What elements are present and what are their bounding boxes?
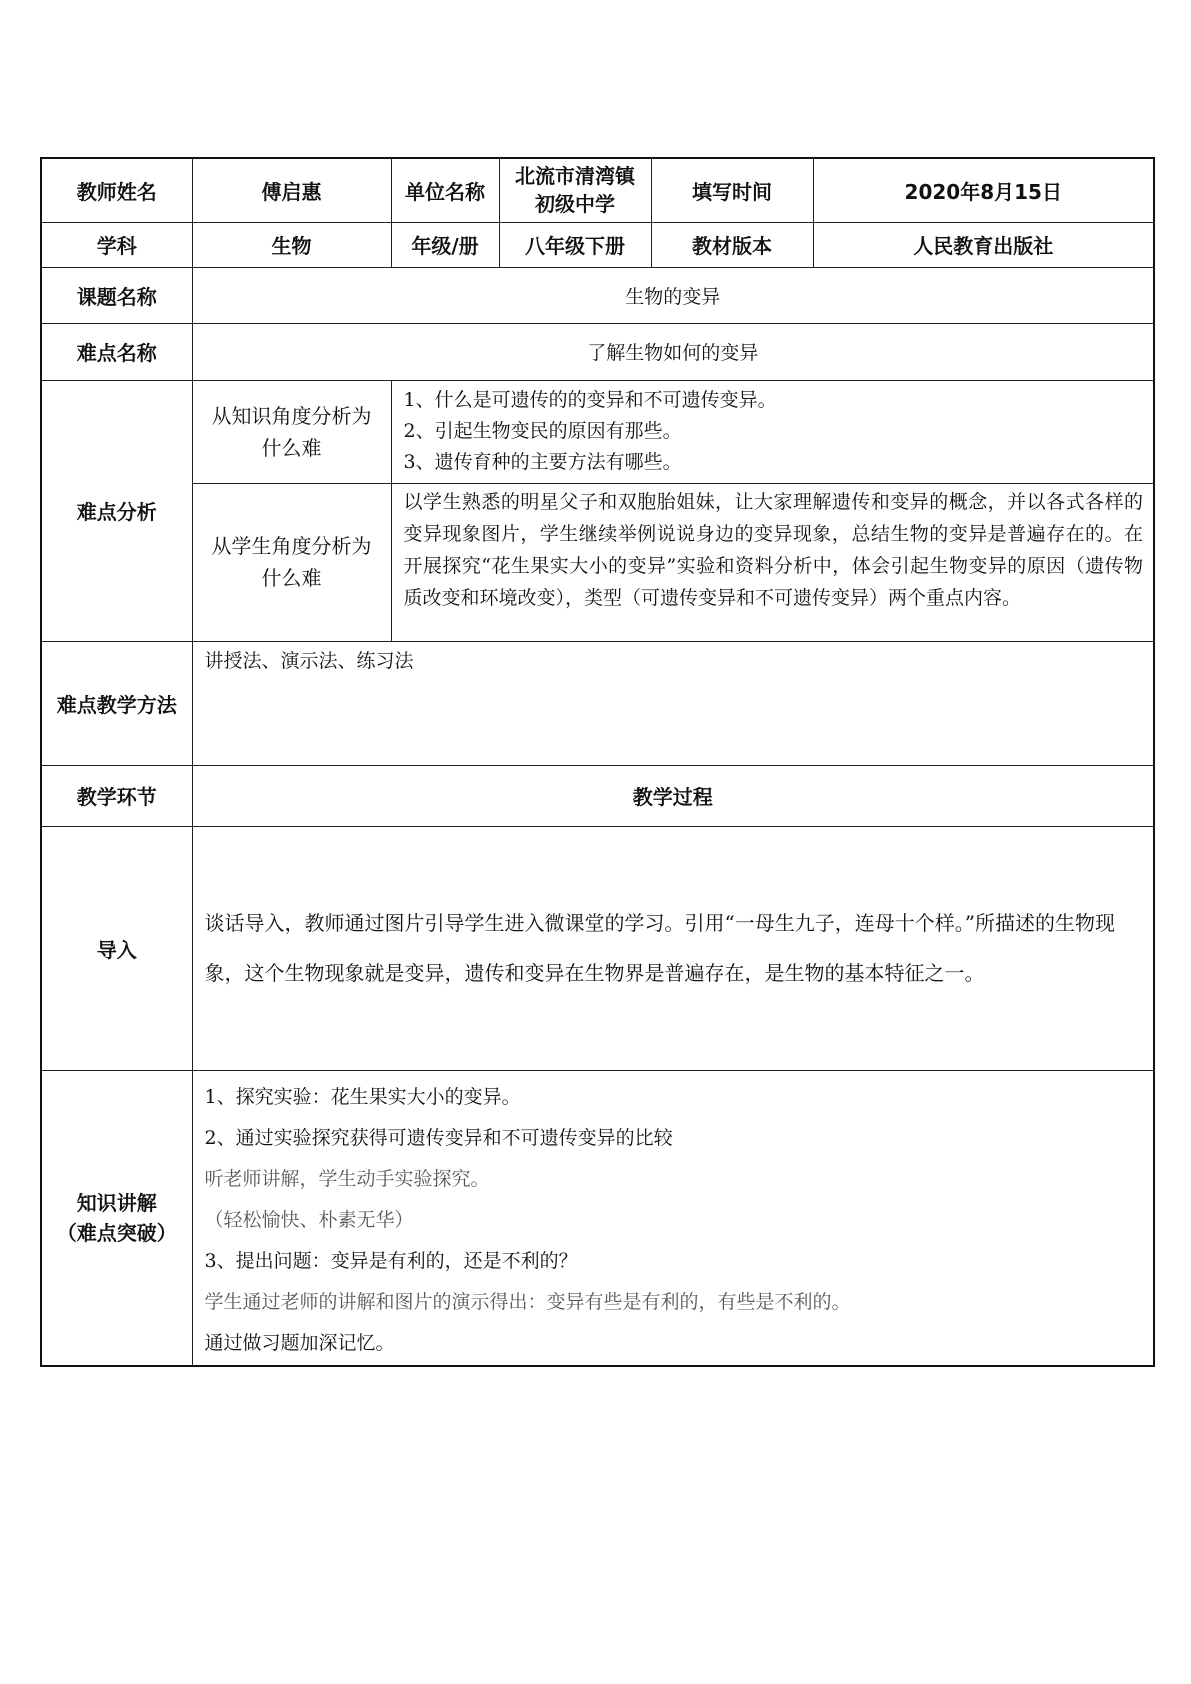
method-row [41, 641, 1154, 765]
knowledge-angle-list [391, 380, 1154, 483]
student-angle-label: 从学生角度分析为什么难 [192, 483, 391, 641]
analysis-label: 难点分析 [41, 380, 192, 641]
knowledge-item: 3、提出问题：变异是有利的，还是不利的？ [204, 1249, 578, 1272]
process-stage-label: 教学环节 [41, 765, 192, 826]
difficulty-label: 难点名称 [41, 323, 192, 380]
unit-label: 单位名称 [391, 158, 499, 222]
grade-label: 年级/册 [391, 222, 499, 267]
intro-row [41, 826, 1154, 1070]
knowledge-item: （轻松愉快、朴素无华） [204, 1208, 414, 1231]
difficulty-row [41, 323, 1154, 380]
knowledge-content [192, 1070, 1154, 1366]
teacher-label: 教师姓名 [41, 158, 192, 222]
analysis-knowledge-row [41, 380, 1154, 483]
process-header-row [41, 765, 1154, 826]
knowledge-label-line1: 知识讲解 [76, 1190, 157, 1215]
topic-value: 生物的变异 [192, 267, 1154, 323]
topic-label: 课题名称 [41, 267, 192, 323]
knowledge-label [41, 1070, 192, 1366]
teacher-name: 傅启惠 [192, 158, 391, 222]
knowledge-item: 1、探究实验：花生果实大小的变异。 [204, 1085, 521, 1108]
knowledge-item: 学生通过老师的讲解和图片的演示得出：变异有些是有利的，有些是不利的。 [204, 1290, 851, 1313]
grade-value: 八年级下册 [499, 222, 651, 267]
topic-row [41, 267, 1154, 323]
method-label: 难点教学方法 [41, 641, 192, 765]
unit-name: 北流市清湾镇初级中学 [499, 158, 651, 222]
intro-text: 谈话导入，教师通过图片引导学生进入微课堂的学习。引用“一母生九子，连母十个样。”所描述的生物现象，这个生物现象就是变异，遗传和变异在生物界是普遍存在，是生物的基本特征之一。 [192, 826, 1154, 1070]
subject-value: 生物 [192, 222, 391, 267]
lesson-plan-document [40, 157, 1153, 1367]
knowledge-angle-item: 2、引起生物变民的原因有那些。 [403, 419, 682, 442]
knowledge-angle-item: 1、什么是可遗传的的变异和不可遗传变异。 [403, 388, 777, 411]
lesson-plan-table [40, 157, 1155, 1367]
date-label: 填写时间 [651, 158, 813, 222]
knowledge-row [41, 1070, 1154, 1366]
process-label: 教学过程 [192, 765, 1154, 826]
method-value: 讲授法、演示法、练习法 [192, 641, 1154, 765]
student-angle-text: 以学生熟悉的明星父子和双胞胎姐妹，让大家理解遗传和变异的概念，并以各式各样的变异现象图片，学生继续举例说说身边的变异现象，总结生物的变异是普遍存在的。在开展探究“花生果实大小的变异”实验和资料分析中，体会引起生物变异的原因（遗传物质改变和环境改变），类型（可遗传变异和不可遗传变异）两个重点内容。 [391, 483, 1154, 641]
knowledge-item: 2、通过实验探究获得可遗传变异和不可遗传变异的比较 [204, 1126, 673, 1149]
intro-label: 导入 [41, 826, 192, 1070]
difficulty-value: 了解生物如何的变异 [192, 323, 1154, 380]
edition-label: 教材版本 [651, 222, 813, 267]
header-row-2 [41, 222, 1154, 267]
knowledge-item: 通过做习题加深记忆。 [204, 1331, 395, 1354]
knowledge-angle-label: 从知识角度分析为什么难 [192, 380, 391, 483]
edition-value: 人民教育出版社 [813, 222, 1154, 267]
knowledge-label-line2: （难点突破） [56, 1220, 177, 1245]
date-value: 2020年8月15日 [813, 158, 1154, 222]
knowledge-item: 听老师讲解，学生动手实验探究。 [204, 1167, 490, 1190]
analysis-student-row [41, 483, 1154, 641]
header-row-1 [41, 158, 1154, 222]
subject-label: 学科 [41, 222, 192, 267]
knowledge-angle-item: 3、遗传育种的主要方法有哪些。 [403, 450, 682, 473]
